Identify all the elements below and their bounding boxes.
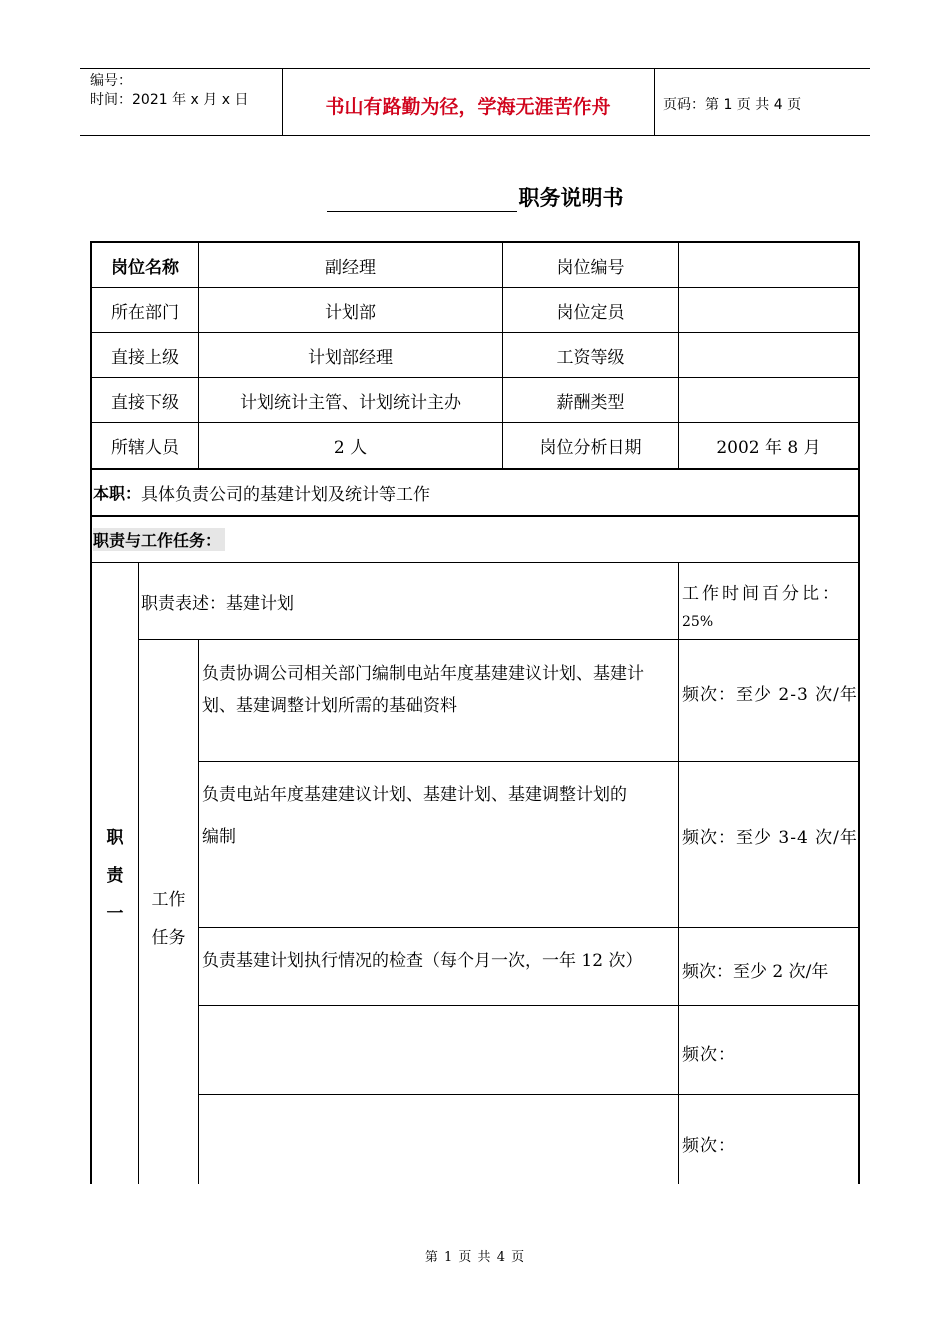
duty-one-side-label: 职 责 一 — [106, 828, 124, 924]
label-pay-type: 薪酬类型 — [556, 392, 625, 413]
task-item: 负责基建计划执行情况的检查（每个月一次，一年 12 次） — [202, 951, 643, 971]
value-staff-count: 2 人 — [333, 438, 368, 458]
doc-time-label: 时间：2021 年 x 月 x 日 — [90, 92, 249, 108]
header-bottom-rule — [80, 135, 870, 136]
value-direct-superior: 计划部经理 — [308, 347, 393, 368]
duty-summary-label: 本职： — [93, 484, 142, 503]
header-page-label: 页码：第 1 页 共 4 页 — [663, 97, 802, 113]
page-footer: 第 1 页 共 4 页 — [424, 1250, 526, 1265]
value-headcount — [679, 288, 858, 332]
time-percent-value: 25% — [682, 614, 714, 630]
header-meta — [90, 72, 248, 110]
value-pay-type — [679, 378, 858, 422]
duty-statement: 职责表述：基建计划 — [141, 593, 294, 614]
task-item — [199, 1011, 678, 1015]
label-analysis-date: 岗位分析日期 — [539, 438, 642, 458]
task-item: 负责电站年度基建建议计划、基建计划、基建调整计划的 编制 — [202, 785, 627, 847]
time-percent-label: 工作时间百分比： — [682, 584, 842, 604]
task-frequency: 频次： — [682, 1136, 736, 1156]
value-department: 计划部 — [325, 302, 376, 323]
task-frequency: 频次：至少 3-4 次/年 — [682, 828, 858, 848]
work-task-label: 工作 任务 — [151, 890, 186, 948]
doc-number-label: 编号： — [90, 73, 132, 89]
tasks-header-label: 职责与工作任务： — [93, 528, 225, 551]
value-direct-subordinate: 计划统计主管、计划统计主办 — [240, 392, 461, 413]
label-position-code: 岗位编号 — [556, 257, 625, 278]
task-item — [199, 1101, 678, 1105]
value-analysis-date: 2002 年 8 月 — [716, 438, 821, 458]
label-direct-subordinate: 直接下级 — [111, 392, 179, 413]
value-salary-grade — [679, 333, 858, 377]
task-item: 负责协调公司相关部门编制电站年度基建建议计划、基建计划、基建调整计划所需的基础资料 — [202, 664, 644, 716]
label-department: 所在部门 — [111, 302, 179, 323]
title-blank-line — [327, 187, 517, 212]
header-top-rule — [80, 68, 870, 69]
header-divider — [654, 68, 655, 136]
time-percent — [682, 579, 858, 634]
task-frequency: 频次：至少 2-3 次/年 — [682, 685, 858, 705]
header-motto: 书山有路勤为径，学海无涯苦作舟 — [325, 96, 611, 118]
task-frequency: 频次： — [682, 1045, 736, 1065]
label-staff-count: 所辖人员 — [111, 438, 179, 458]
value-position-code — [679, 243, 858, 287]
duty-summary-text: 具体负责公司的基建计划及统计等工作 — [141, 485, 431, 505]
value-position-name: 副经理 — [325, 257, 376, 278]
title-text: 职务说明书 — [518, 186, 624, 210]
label-direct-superior: 直接上级 — [111, 347, 179, 368]
tasks-header-row — [93, 517, 858, 562]
job-description-table — [90, 241, 860, 1184]
task-frequency: 频次：至少 2 次/年 — [682, 962, 829, 982]
duty-summary-row — [93, 470, 858, 515]
label-position-name: 岗位名称 — [111, 257, 179, 278]
page-title — [0, 182, 950, 212]
label-headcount: 岗位定员 — [556, 302, 625, 323]
label-salary-grade: 工资等级 — [556, 347, 625, 368]
